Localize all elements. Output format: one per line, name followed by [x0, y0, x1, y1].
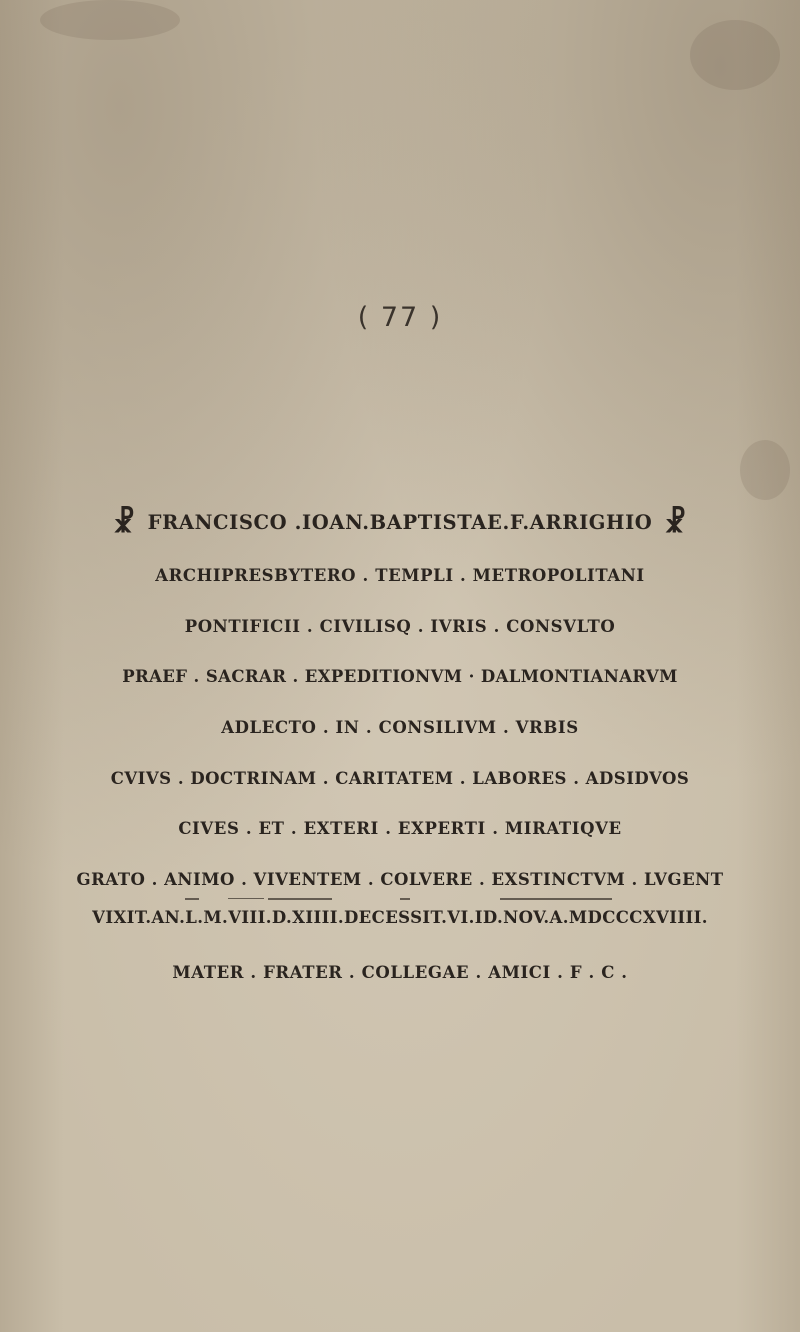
underline-rules [0, 898, 800, 908]
paper-stain [690, 20, 780, 90]
page-number: ( 77 ) [357, 302, 443, 333]
inscription-dedicatee-line [0, 506, 800, 539]
inscription-line: PONTIFICII . CIVILISQ . IVRIS . CONSVLTO [184, 617, 616, 636]
dedicatee-name: FRANCISCO .IOAN.BAPTISTAE.F.ARRIGHIO [147, 510, 653, 534]
paper-stain [740, 440, 790, 500]
inscription-line: CIVES . ET . EXTERI . EXPERTI . MIRATIQVE [178, 819, 622, 838]
inscription-line: CVIVS . DOCTRINAM . CARITATEM . LABORES . ADSIDVOS [110, 769, 690, 788]
inscription-line: ARCHIPRESBYTERO . TEMPLI . METROPOLITANI [155, 566, 645, 585]
inscription-line: ADLECTO . IN . CONSILIVM . VRBIS [221, 718, 579, 737]
chi-rho-left-icon: ☧ [113, 506, 136, 539]
inscription-death-date-line: VIXIT.AN.L.M.VIII.D.XIIII.DECESSIT.VI.ID.NOV.A.MDCCCXVIIII. [92, 908, 708, 927]
inscription-dedicators-line: MATER . FRATER . COLLEGAE . AMICI . F . C . [172, 963, 628, 982]
paper-stain [40, 0, 180, 40]
chi-rho-right-icon: ☧ [664, 506, 687, 539]
inscription-line: GRATO . ANIMO . VIVENTEM . COLVERE . EXSTINCTVM . LVGENT [76, 870, 724, 889]
rule-segment [228, 898, 264, 899]
rule-segment [185, 898, 199, 900]
inscription-line: PRAEF . SACRAR . EXPEDITIONVM · DALMONTIANARVM [122, 667, 678, 686]
rule-segment [500, 898, 612, 900]
rule-segment [400, 898, 410, 900]
rule-segment [268, 898, 332, 900]
